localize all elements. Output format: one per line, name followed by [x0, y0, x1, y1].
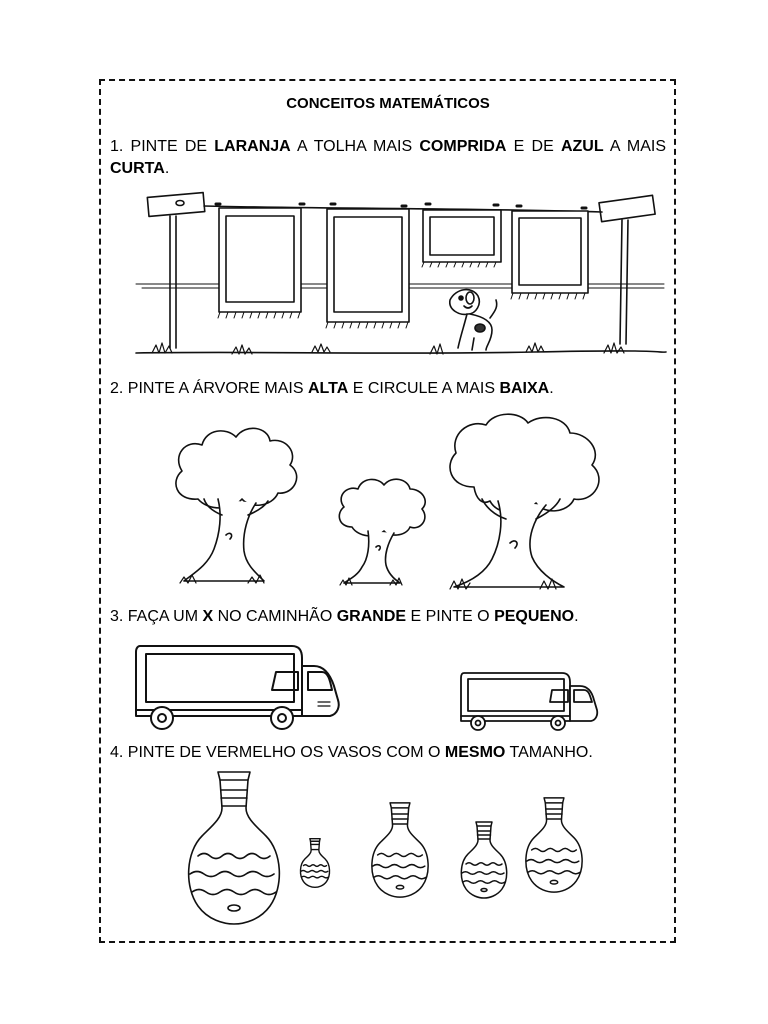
question-2-text: 2. PINTE A ÁRVORE MAIS ALTA E CIRCULE A MAIS BAIXA.: [110, 380, 554, 397]
vase-large: [184, 768, 284, 928]
question-number: 2.: [110, 380, 124, 397]
vase-tiny: [299, 836, 331, 890]
tall-tree: [450, 414, 599, 589]
trees-illustration: [164, 415, 610, 595]
vase-small: [459, 820, 509, 900]
short-tree: [339, 479, 425, 585]
vase-medium-a: [369, 800, 431, 900]
clothesline-illustration: [134, 188, 668, 366]
big-truck-illustration: [132, 642, 342, 732]
question-3-text: 3. FAÇA UM X NO CAMINHÃO GRANDE E PINTE O PEQUENO.: [110, 608, 579, 625]
question-number: 4.: [110, 744, 124, 761]
question-number: 1.: [110, 138, 124, 155]
vase-medium-b: [523, 794, 585, 896]
worksheet-title: CONCEITOS MATEMÁTICOS: [286, 95, 490, 112]
question-number: 3.: [110, 608, 124, 625]
question-1-text: 1. PINTE DE LARANJA A TOLHA MAIS COMPRIDA E DE AZUL A MAIS CURTA.: [110, 138, 666, 177]
small-truck-illustration: [458, 670, 600, 732]
medium-tree: [176, 428, 297, 583]
question-4-text: 4. PINTE DE VERMELHO OS VASOS COM O MESMO TAMANHO.: [110, 744, 593, 761]
